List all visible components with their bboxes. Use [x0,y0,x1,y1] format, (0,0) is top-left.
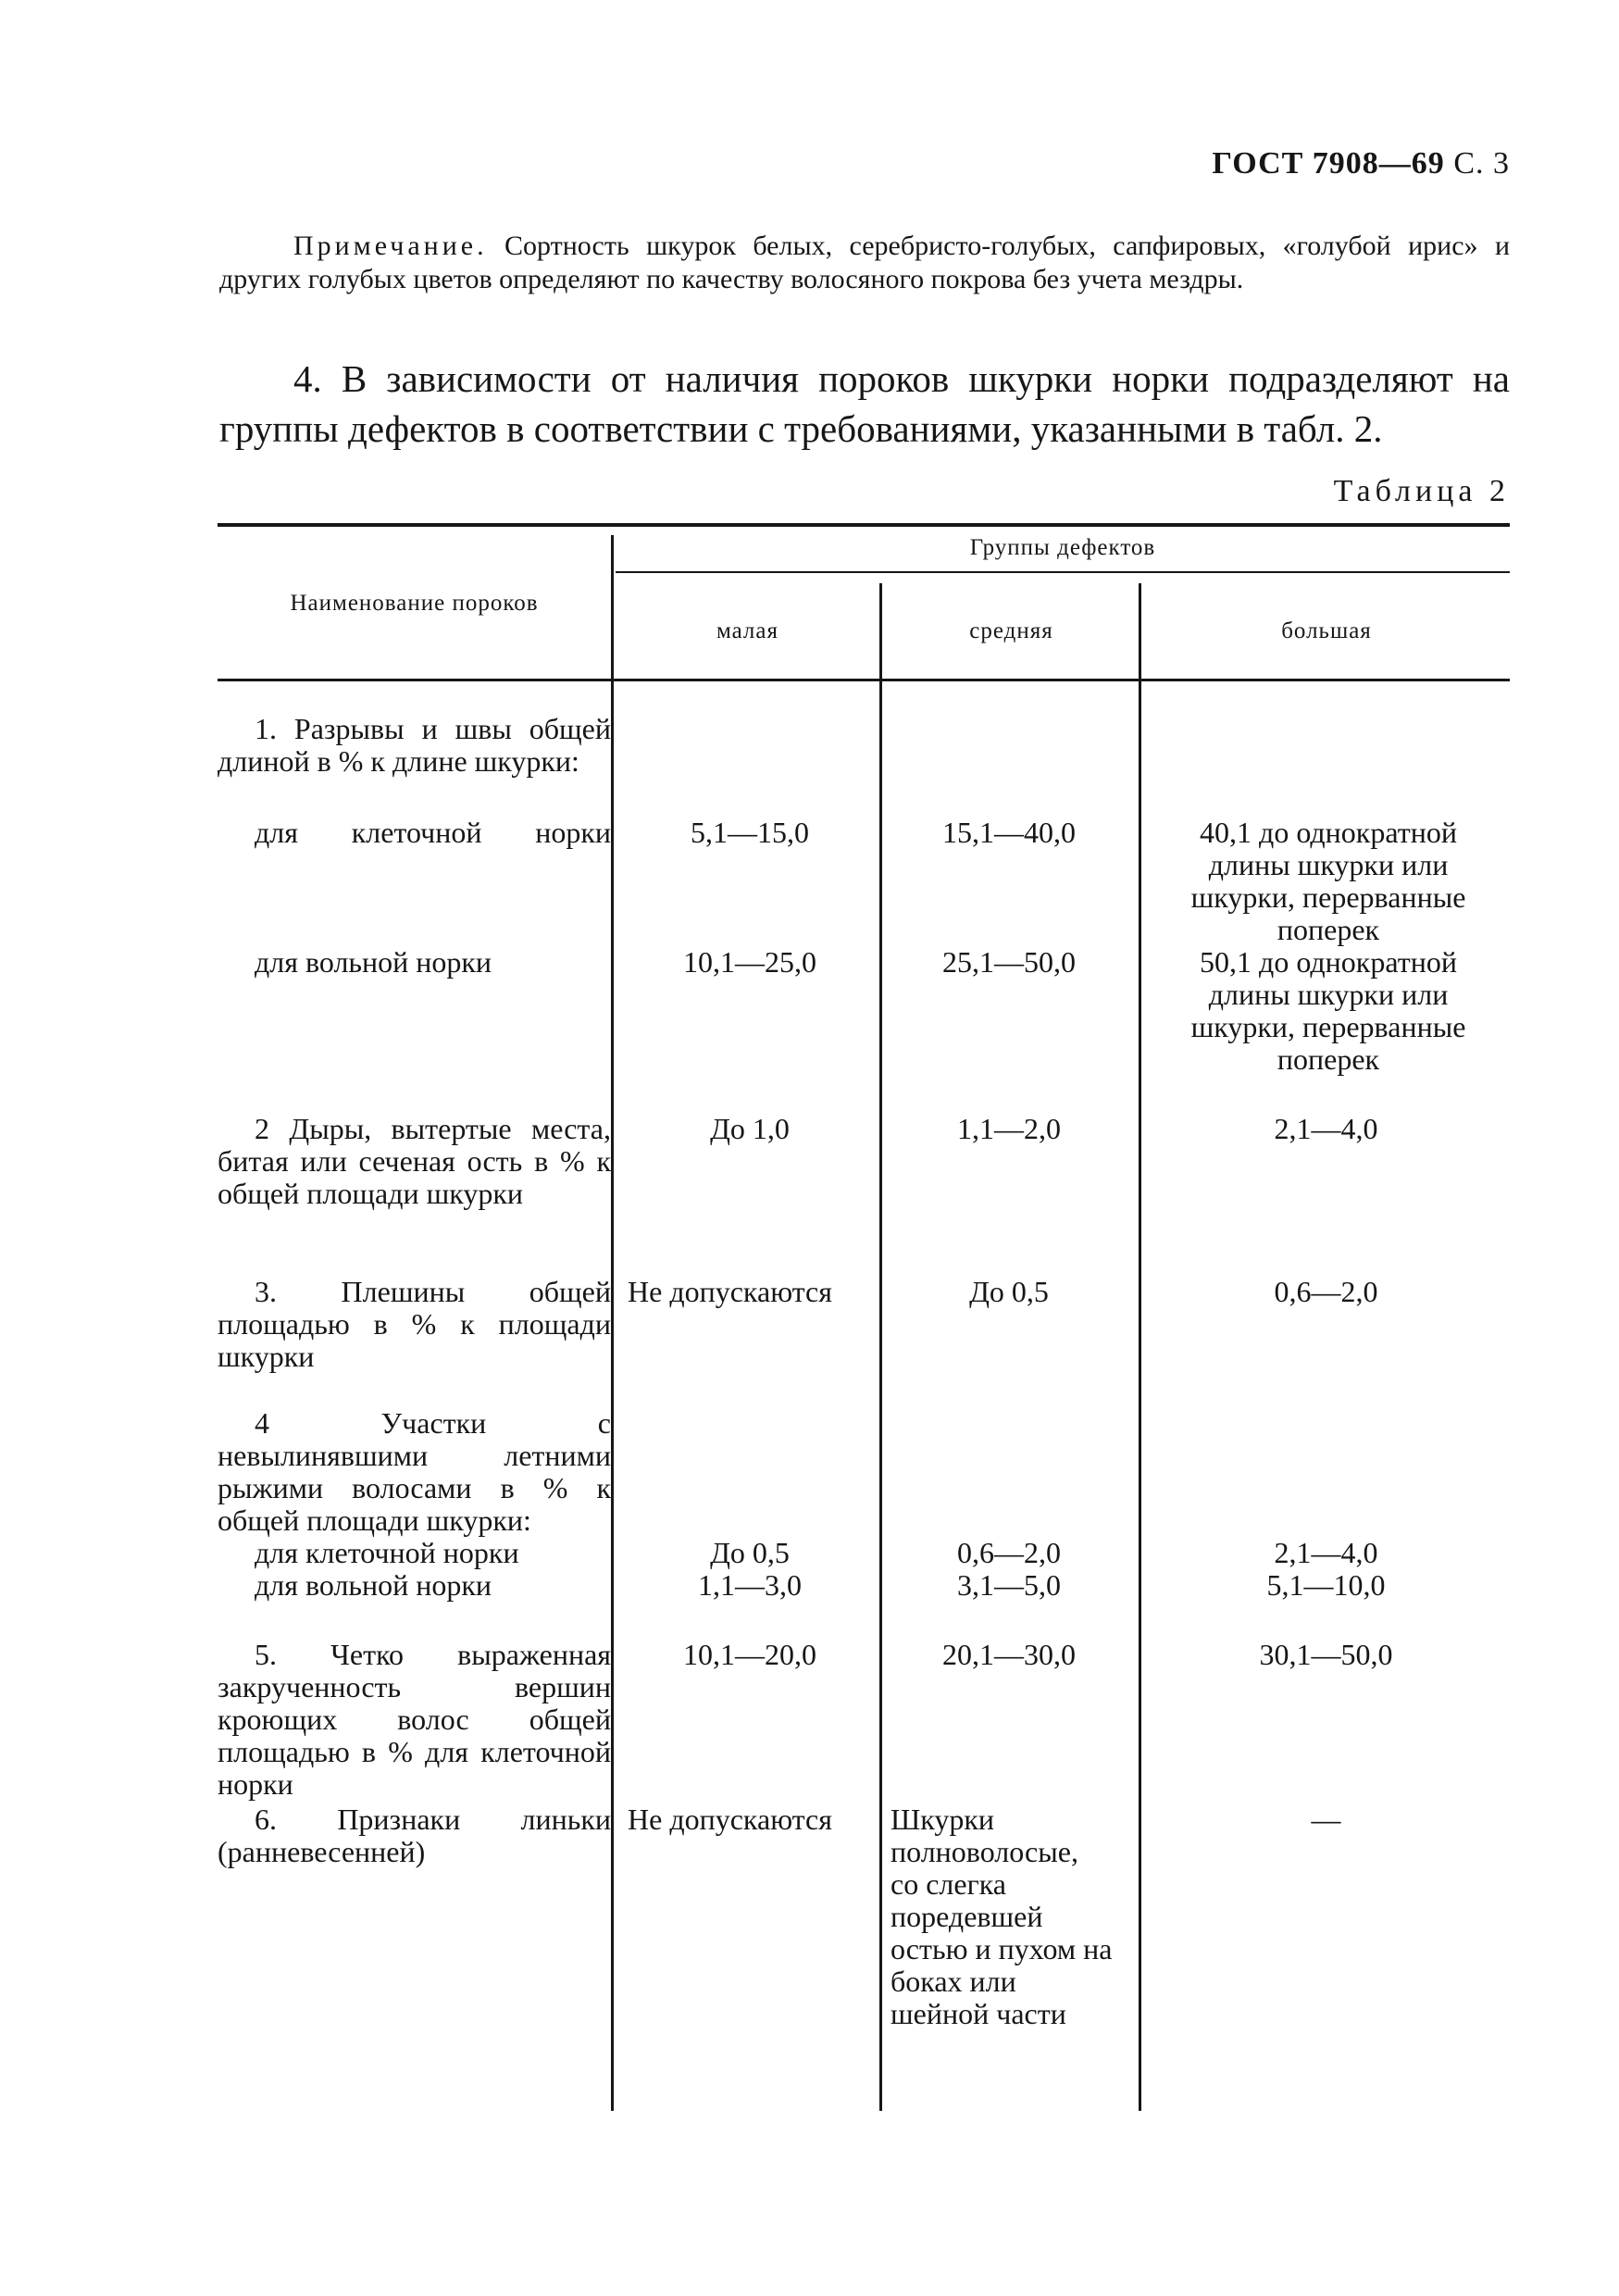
note [219,230,1510,296]
row1b-medium: 25,1—50,0 [942,945,1076,979]
page-header [1212,146,1510,181]
row3-large: 0,6—2,0 [1274,1275,1378,1308]
header-defect-groups: Группы дефектов [969,535,1156,560]
row1b-name: для вольной норки [255,945,492,979]
row4b-small: 1,1—3,0 [698,1568,802,1602]
row2-name: 2 Дыры, вытертые места, битая или сеченая ость в % к общей площади шкурки [218,1112,611,1210]
header-group-small: малая [716,618,779,643]
row1a-large: 40,1 до однократной длины шкурки или шкурки, перерванные поперек [1190,816,1466,946]
paragraph-text: 4. В зависимости от наличия пороков шкурки норки подразделяют на группы дефектов в соответствии с требованиями, указанными в табл. 2. [219,357,1510,450]
row4b-medium: 3,1—5,0 [957,1568,1061,1602]
row2-medium: 1,1—2,0 [957,1112,1061,1145]
row3-medium: До 0,5 [969,1275,1049,1308]
row4-name: 4 Участки с невылинявшими летними рыжими волосами в % к общей площади шкурки: [218,1406,611,1537]
row4a-large: 2,1—4,0 [1274,1536,1378,1569]
row6-small: Не допускаются [628,1803,832,1836]
row1b-small: 10,1—25,0 [683,945,816,979]
header-defect-name: Наименование пороков [290,591,539,616]
row1b-large: 50,1 до однократной длины шкурки или шкурки, перерванные поперек [1190,945,1466,1076]
row3-small: Не допускаются [628,1275,832,1308]
page-number: С. 3 [1453,146,1510,181]
row5-large: 30,1—50,0 [1259,1638,1393,1671]
row6-medium: Шкурки полноволосые, со слегка поредевшей остью и пухом на боках или шейной части [890,1803,1113,2030]
col-divider-name [611,535,614,2111]
row1a-medium: 15,1—40,0 [942,816,1076,849]
row4b-large: 5,1—10,0 [1266,1568,1386,1602]
row1a-name: для клеточной норки [255,816,611,849]
table-caption: Таблица 2 [1333,474,1510,508]
paragraph-4 [219,354,1510,454]
row6-name: 6. Признаки линьки (ранневесенней) [218,1803,611,1868]
row2-small: До 1,0 [710,1112,790,1145]
col-divider-medium [1139,583,1141,2111]
standard-number: ГОСТ 7908—69 [1212,146,1445,181]
row3-name: 3. Плешины общей площадью в % к площади шкурки [218,1275,611,1373]
header-group-medium: средняя [969,618,1053,643]
row4a-name: для клеточной норки [255,1536,519,1569]
row4b-name: для вольной норки [255,1568,492,1602]
row4a-medium: 0,6—2,0 [957,1536,1061,1569]
row6-large: — [1311,1803,1341,1836]
table-top-rule [218,523,1510,527]
row5-name: 5. Четко выраженная закрученность вершин кроющих волос общей площадью в % для клеточной норки [218,1638,611,1801]
row2-large: 2,1—4,0 [1274,1112,1378,1145]
header-bottom-rule [218,679,1510,681]
note-text: Сортность шкурок белых, серебристо-голубых, сапфировых, «голубой ирис» и других голубых цветов определяют по качеству волосяного покрова без учета мездры. [219,231,1511,294]
row1-name: 1. Разрывы и швы общей длиной в % к длине шкурки: [218,712,611,778]
note-label: Примечание. [293,231,488,261]
row1a-small: 5,1—15,0 [691,816,809,849]
row5-medium: 20,1—30,0 [942,1638,1076,1671]
col-divider-small [879,583,882,2111]
groups-rule [616,571,1510,573]
header-group-large: большая [1281,618,1372,643]
row4a-small: До 0,5 [710,1536,790,1569]
row5-small: 10,1—20,0 [683,1638,816,1671]
